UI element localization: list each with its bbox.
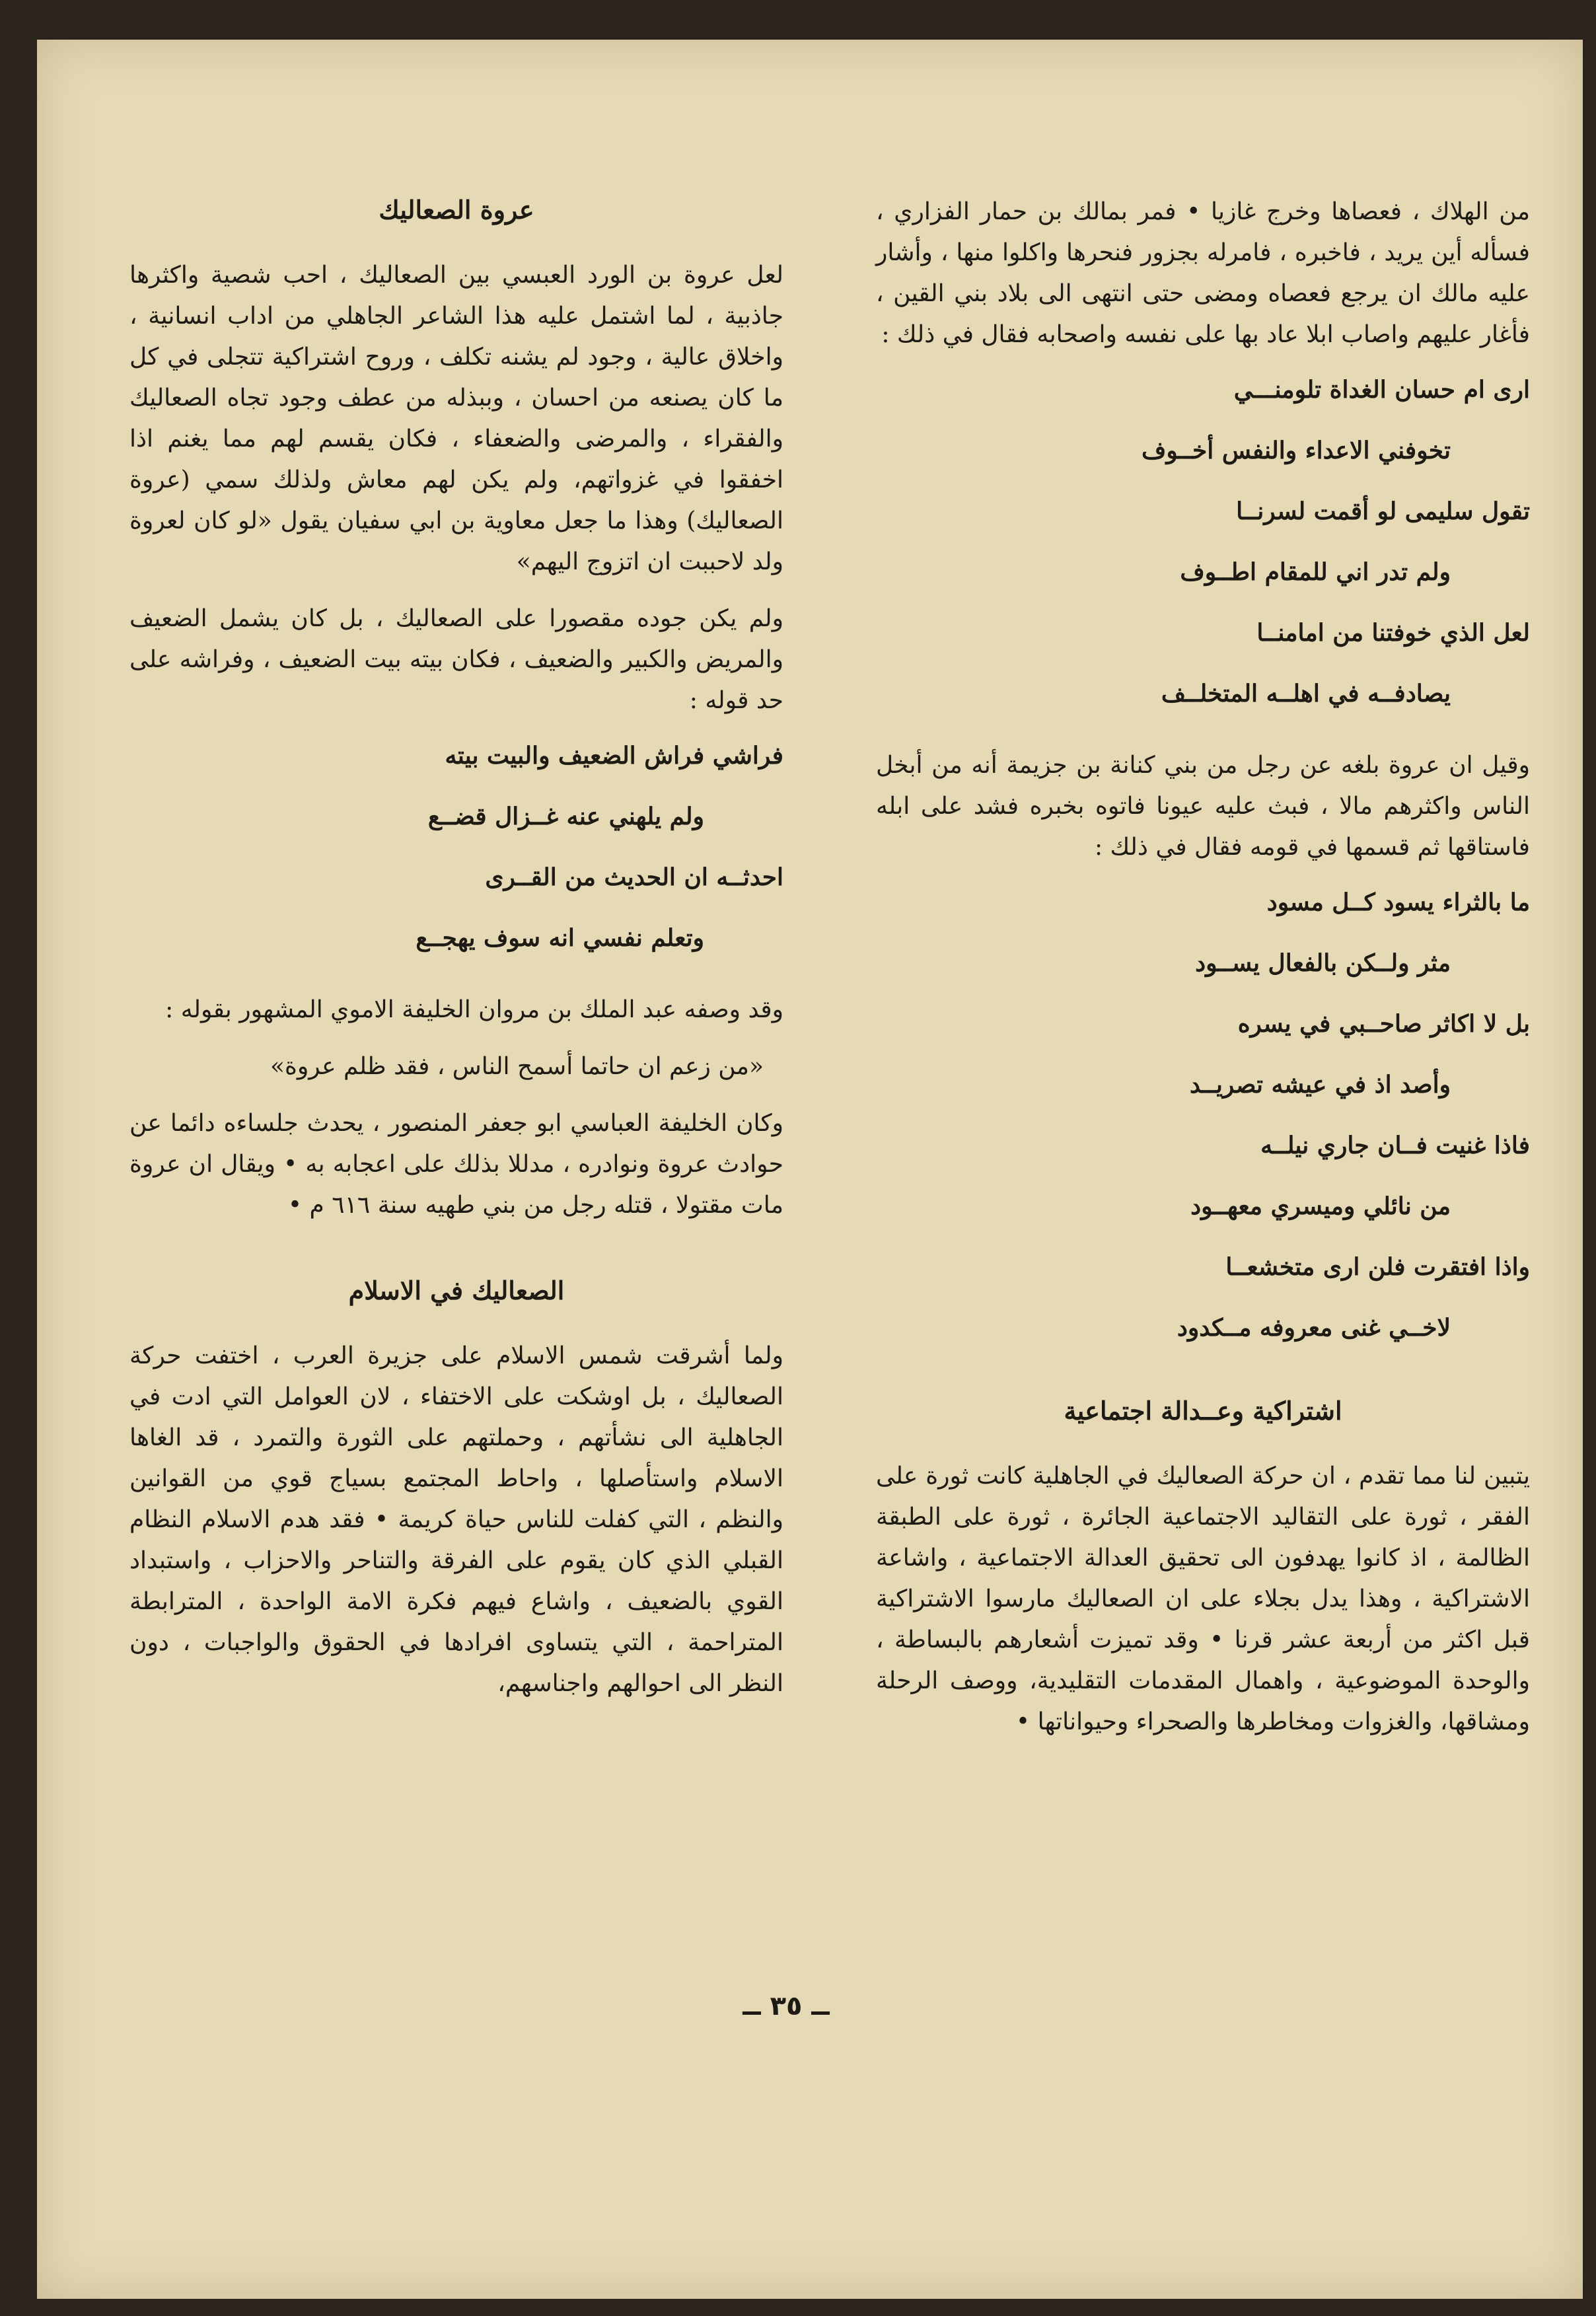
abdulmalik-paragraph: وقد وصفه عبد الملك بن مروان الخليفة الاموي المشهور بقوله : [165, 996, 783, 1023]
verse-line: واذا افتقرت فلن ارى متخشعــا [1225, 1253, 1530, 1281]
left-column [129, 192, 783, 1720]
quotation: «من زعم ان حاتما أسمح الناس ، فقد ظلم عروة» [270, 1053, 764, 1080]
poem-hassan [876, 371, 1530, 712]
right-column [876, 192, 1530, 1758]
verse-line: فراشي فراش الضعيف والبيت بيته [445, 742, 783, 770]
verse-line: بل لا اكاثر صاحــبي في يسره [1237, 1010, 1530, 1038]
kinana-paragraph: وقيل ان عروة بلغه عن رجل من بني كنانة بن جزيمة أنه من أبخل الناس واكثرهم مالا ، فبث عليه عيونا فاتوه بخبره فشد على ابله فاستاقها ثم قسمها في قومه فقال في ذلك : [876, 752, 1530, 861]
verse-line: لاخــي غنى معروفه مــكدود [1177, 1314, 1451, 1342]
verse-line: ولم يلهني عنه غــزال قضــع [427, 803, 704, 830]
verse-line: ارى ام حسان الغداة تلومنـــي [1233, 376, 1530, 404]
verse-line: تقول سليمى لو أقمت لسرنــا [1236, 497, 1530, 525]
urwa-paragraph: لعل عروة بن الورد العبسي بين الصعاليك ، احب شصية واكثرها جاذبية ، لما اشتمل عليه هذا الشاعر الجاهلي من اداب انسانية ، واخلاق عالية ، وجود لم يشنه تكلف ، وروح اشتراكية تتجلى في كل ما كان يصنعه من احسان ، وببذله من عطف وجود تجاه الصعاليك والفقراء ، والمرضى والضعفاء ، فكان يقسم لهم مما يغنم اذا اخفقوا في غزواتهم، ولم يكن لهم معاش ولذلك سمي (عروة الصعاليك) وهذا ما جعل معاوية بن ابي سفيان يقول «لو كان لعروة ولد لاحببت ان اتزوج اليهم» [129, 262, 783, 575]
verse-line: لعل الذي خوفتنا من امامنــا [1256, 619, 1530, 647]
verse-line: من نائلي وميسري معهــود [1190, 1192, 1451, 1220]
mansur-paragraph: وكان الخليفة العباسي ابو جعفر المنصور ، يحدث جلساءه دائما عن حوادث عروة ونوادره ، مدللا بذلك على اعجابه به • ويقال ان عروة مات مقتولا ، قتله رجل من بني طهيه سنة ٦١٦ م • [129, 1110, 783, 1219]
verse-line: وتعلم نفسي انه سوف يهجــع [416, 924, 704, 952]
verse-line: احدثــه ان الحديث من القــرى [485, 863, 783, 891]
verse-line: ما بالثراء يسود كــل مسود [1266, 888, 1530, 916]
generosity-paragraph: ولم يكن جوده مقصورا على الصعاليك ، بل كان يشمل الضعيف والمريض والكبير والضعيف ، فكان بيته بيت الضعيف ، وفراشه على حد قوله : [129, 605, 784, 714]
intro-paragraph: من الهلاك ، فعصاها وخرج غازيا • فمر بمالك بن حمار الفزاري ، فسأله أين يريد ، فاخبره ، فامرله بجزور فنحرها واكلوا منها ، وأشار عليه مالك ان يرجع فعصاه ومضى حتى انتهى الى بلاد بني القين ، فأغار عليهم واصاب ابلا عاد بها على نفسه واصحابه فقال في ذلك : [876, 198, 1530, 348]
verse-line: يصادفــه في اهلــه المتخلــف [1161, 680, 1451, 707]
poem-wealth [876, 884, 1530, 1346]
verse-line: ولم تدر اني للمقام اطــوف [1180, 558, 1451, 586]
verse-line: وأصد اذ في عيشه تصريــد [1189, 1071, 1451, 1099]
islam-paragraph: ولما أشرقت شمس الاسلام على جزيرة العرب ، اختفت حركة الصعاليك ، بل اوشكت على الاختفاء ، لان العوامل التي ادت في الجاهلية الى نشأتهم ، وحملتهم على الثورة والتمرد ، قد الغاها الاسلام واستأصلها ، واحاط المجتمع بسياج قوي من القوانين والنظم ، التي كفلت للناس حياة كريمة • فقد هدم الاسلام النظام القبلي الذي كان يقوم على الفرقة والتناحر والاحزاب ، واستبداد القوي بالضعيف ، واشاع فيهم فكرة الامة الواحدة ، المترابطة المتراحمة ، التي يتساوى افرادها في الحقوق والواجبات ، دون النظر الى احوالهم واجناسهم، [129, 1342, 783, 1697]
section-title-urwa: عروة الصعاليك [379, 195, 534, 225]
verse-line: تخوفني الاعداء والنفس أخــوف [1142, 437, 1451, 464]
page-number: ــ ٣٥ ــ [743, 1991, 830, 2021]
verse-line: فاذا غنيت فــان جاري نيلــه [1260, 1132, 1530, 1159]
section-title-socialism: اشتراكية وعــدالة اجتماعية [1064, 1396, 1342, 1426]
magazine-page [37, 40, 1583, 2299]
socialism-paragraph: يتبين لنا مما تقدم ، ان حركة الصعاليك في الجاهلية كانت ثورة على الفقر ، ثورة على التقاليد الاجتماعية الجائرة ، ثورة على الطبقة الظالمة ، اذ كانوا يهدفون الى تحقيق العدالة الاجتماعية ، واشاعة الاشتراكية ، وهذا يدل بجلاء على ان الصعاليك مارسوا الاشتراكية قبل اكثر من أربعة عشر قرنا • وقد تميزت أشعارهم بالبساطة ، والوحدة الموضوعية ، واهمال المقدمات التقليدية، ووصف الرحلة ومشاقها، والغزوات ومخاطرها والصحراء وحيواناتها • [876, 1463, 1531, 1735]
poem-bed [129, 737, 783, 957]
verse-line: مثر ولــكن بالفعال يســود [1195, 949, 1451, 977]
section-title-islam: الصعاليك في الاسلام [348, 1276, 565, 1305]
